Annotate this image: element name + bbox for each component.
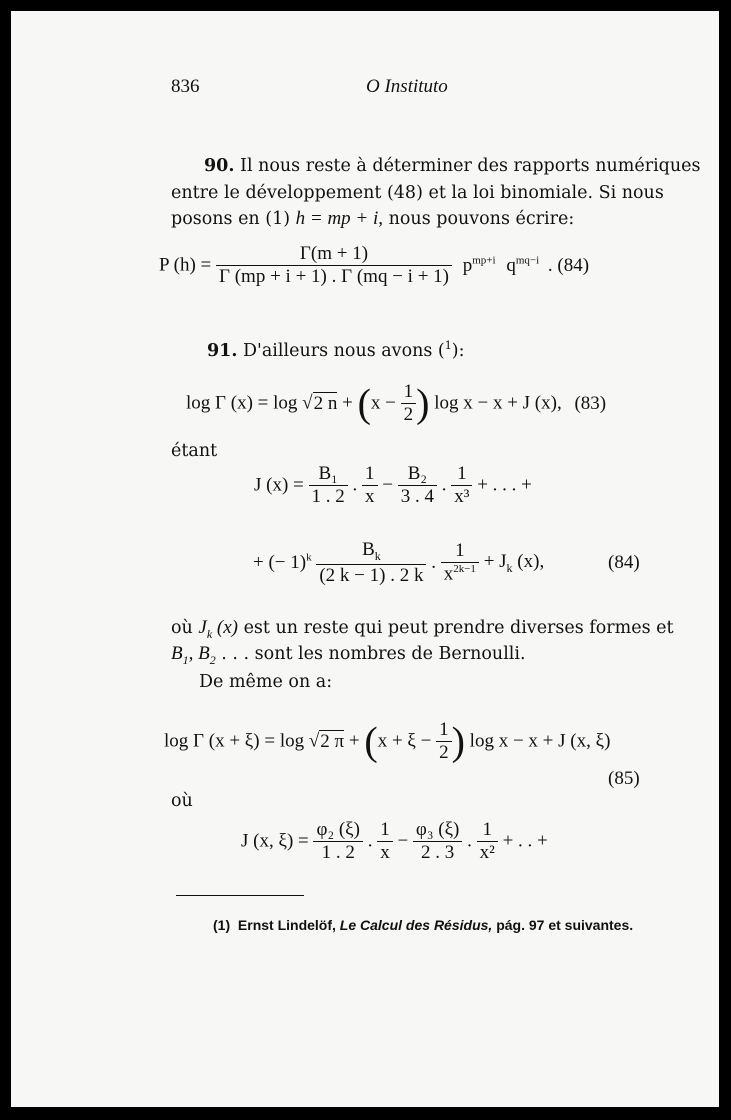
page-number: 836 (171, 76, 200, 97)
para-de-meme: De même on a: (199, 672, 333, 692)
section-90-line-1: 90. Il nous reste à déterminer des rapports numériques (204, 156, 701, 176)
word-etant: étant (171, 441, 218, 461)
equation-J-x-xi: J (x, ξ) = $\frac{\text{φ₂ (ξ)}}{1 . 2}$ . $\frac{1}{x}$ − $\frac{\text{φ₃ (ξ)}}{2 . 3}$ . $\frac{1}{\text{x²}}$ + . . + (241, 819, 548, 863)
section-number-90: 90. (204, 156, 235, 176)
footnote: (1) Ernst Lindelöf, Le Calcul des Résidus, pág. 97 et suivantes. (213, 917, 634, 933)
equation-label-84: . (84) (547, 254, 590, 276)
footnote-rule (176, 895, 304, 896)
equation-label-83: (83) (574, 392, 607, 414)
section-90-line-3: posons en (1) h = mp + i, nous pouvons écrire: (171, 208, 575, 229)
section-number-91: 91. (207, 340, 238, 361)
equation-label-84-second: (84) (608, 552, 640, 573)
gamma-fraction: $\frac{\Gamma(m + 1)}{\Gamma (mp + i + 1) . \Gamma (mq - i + 1)}$ (216, 243, 452, 288)
word-ou: où (171, 791, 193, 811)
equation-label-85: (85) (608, 768, 640, 789)
equation-83-log-gamma: log Γ (x) = log √2 n + (x − $\frac{1}{2}$ ) log x − x + J (x), (83) (186, 380, 607, 426)
section-90-line-2: entre le développement (48) et la loi binomiale. Si nous (171, 183, 664, 203)
para-ou-line-1: où $J_k$ (x) est un reste qui peut prendre diverses formes et (171, 617, 674, 641)
equation-J-x-continued: + (− 1)$^k$ $\frac{B_k}{(2 k - 1) . 2 k}$ . $\frac{1}{x^{2k-1}}$ + $J_k$ (x), (253, 539, 545, 586)
footnote-ref: 1 (444, 339, 452, 352)
equation-85-log-gamma-xi: log Γ (x + ξ) = log √2 π + (x + ξ − $\frac{1}{2}$ ) log x − x + J (x, ξ) (164, 718, 611, 764)
equation-J-x: J (x) = $\frac{\text{B₁}}{1 . 2}$ . $\frac{1}{x}$ − $\frac{\text{B₂}}{3 . 4}$ . $\frac{1}{\text{x³}}$ + . . . + (254, 463, 532, 507)
footnote-book-title: Le Calcul des Résidus, (339, 917, 493, 933)
section-91-line: 91. D'ailleurs nous avons ($^1$): (207, 339, 465, 361)
equation-84-binomial: P (h) = $\frac{\Gamma(m + 1)}{\Gamma (mp + i + 1) . \Gamma (mq - i + 1)}$ $p^{mp+i}$ $q^{mq-i}$ . (84) (159, 243, 590, 287)
para-ou-line-2: $B_1$, $B_2$ . . . sont les nombres de Bernoulli. (171, 643, 526, 667)
page (11, 11, 719, 1107)
journal-title: O Instituto (366, 76, 448, 97)
